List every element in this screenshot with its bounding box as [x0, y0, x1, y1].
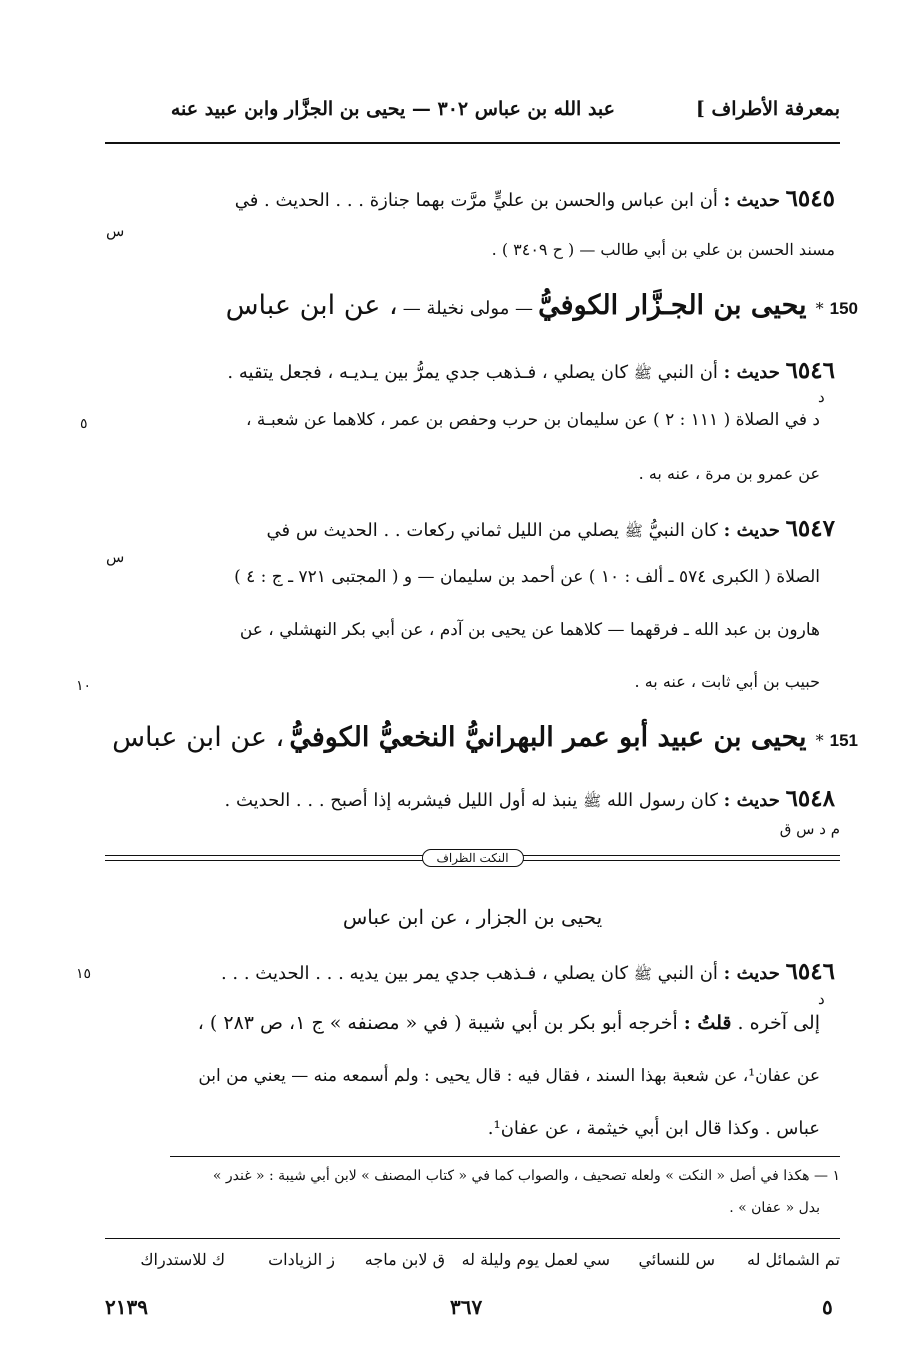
hadith-number: ٦٥٤٨ [785, 785, 835, 812]
hadith-6547-line-2: الصلاة ( الكبرى ٥٧٤ ـ ألف : ١٠ ) عن أحمد بن سليمان — و ( المجتبى ٧٢١ ـ ج : ٤ ) [234, 567, 820, 587]
narrator-source: ، عن ابن عباس [112, 722, 285, 753]
abbr-item: ق لابن ماجه [364, 1250, 445, 1269]
narrator-number: 150 [829, 299, 858, 318]
narrator-150-heading [226, 290, 858, 321]
hadith-keyword: حديث : [723, 190, 780, 211]
salawat-symbol: ﷺ [624, 522, 643, 540]
nukat-text: أخرجه أبو بكر بن أبي شيبة ( في « مصنفه » ج ١، ص ٢٨٣ ) ، [197, 1012, 678, 1034]
hadith-text: أن ابن عباس والحسن بن عليٍّ مرَّت بهما جنازة . . . الحديث . في [234, 190, 718, 211]
header-rule [105, 142, 840, 144]
nukat-line-4: عباس . وكذا قال ابن أبي خيثمة ، عن عفان¹. [487, 1118, 820, 1139]
hadith-6547-line-1 [267, 515, 836, 544]
nukat-text: إلى آخره . [737, 1012, 820, 1034]
abbr-item: ك للاستدراك [140, 1250, 225, 1269]
header-title: بمعرفة الأطراف ] [695, 98, 840, 120]
hadith-6545-sigla: س [106, 222, 125, 240]
hadith-number: ٦٥٤٦ [785, 958, 835, 985]
hadith-6545-line-1 [235, 185, 835, 212]
hadith-keyword: حديث : [723, 362, 780, 383]
running-header [105, 98, 840, 138]
nukat-line-1 [221, 958, 835, 987]
header-subtitle: عبد الله بن عباس ٣٠٢ — يحيى بن الجزَّار وابن عبيد عنه [170, 98, 615, 120]
narrator-name: يحيى بن عبيد أبو عمر البهرانيُّ النخعيُّ الكوفيُّ [289, 722, 807, 753]
narrator-source: ، عن ابن عباس [225, 290, 398, 321]
hadith-6548-line-1 [225, 785, 835, 814]
abbreviations-key [105, 1250, 840, 1276]
section-heading: يحيى بن الجزار ، عن ابن عباس [342, 905, 603, 929]
margin-line-number: ١٥ [76, 966, 92, 982]
margin-line-number: ١٠ [76, 678, 92, 694]
hadith-6546-sigla: د [818, 388, 825, 406]
star-icon: * [815, 299, 824, 318]
footnote-rule [170, 1156, 840, 1157]
hadith-6546-line-2: د في الصلاة ( ١١١ : ٢ ) عن سليمان بن حرب وحفص بن عمر ، كلاهما عن شعبـة ، [245, 410, 820, 430]
hadith-text: كان رسول الله [606, 790, 718, 811]
hadith-6547-line-4: حبيب بن أبي ثابت ، عنه به . [634, 672, 820, 691]
abbr-item: تم الشمائل له [746, 1250, 840, 1269]
narrator-note: — مولى نخيلة — [402, 298, 534, 319]
qult-keyword: قلتُ : [683, 1012, 732, 1034]
footer-total-number: ٢١٣٩ [105, 1295, 148, 1319]
nukat-sigla: د [818, 990, 825, 1008]
margin-line-number: ٥ [80, 416, 88, 432]
hadith-text: يصلي من الليل ثماني ركعات . . الحديث س في [266, 520, 619, 541]
hadith-text: كان يصلي ، فـذهب جدي يمر بين يديه . . . الحديث . . . [220, 963, 629, 984]
hadith-number: ٦٥٤٥ [785, 185, 835, 212]
hadith-6547-sigla: س [106, 548, 125, 566]
hadith-text: أن النبي [657, 963, 718, 984]
hadith-text: ينبذ له أول الليل فيشربه إذا أصبح . . . الحديث . [224, 790, 578, 811]
abbr-item: سي لعمل يوم وليلة له [461, 1250, 610, 1269]
salawat-symbol: ﷺ [633, 965, 652, 983]
abbreviations-rule [105, 1238, 840, 1239]
hadith-6548-sigla: م د س ق [779, 820, 840, 838]
hadith-keyword: حديث : [723, 963, 780, 984]
hadith-keyword: حديث : [723, 520, 780, 541]
nukat-line-3: عن عفان¹، عن شعبة بهذا السند ، فقال فيه : قال يحيى : ولم أسمعه منه — يعني من ابن [198, 1066, 820, 1086]
nukat-line-2 [198, 1012, 820, 1034]
hadith-number: ٦٥٤٧ [785, 515, 835, 542]
hadith-6546-line-1 [227, 357, 835, 386]
footnote-line-1: ١ — هكذا في أصل « النكت » ولعله تصحيف ، والصواب كما في « كتاب المصنف » لابن أبي شيبة : « غندر » [212, 1168, 840, 1184]
narrator-number: 151 [829, 731, 858, 750]
abbr-item: س للنسائي [638, 1250, 715, 1269]
hadith-keyword: حديث : [723, 790, 780, 811]
hadith-6547-line-3: هارون بن عبد الله ـ فرقهما — كلاهما عن يحيى بن آدم ، عن أبي بكر النهشلي ، عن [239, 620, 820, 640]
star-icon: * [815, 731, 824, 750]
volume-number: ٥ [822, 1295, 833, 1319]
hadith-text: أن النبي [657, 362, 718, 383]
narrator-name: يحيى بن الجـزَّار الكوفيُّ [538, 290, 807, 321]
section-ornament [105, 848, 840, 870]
hadith-6546-line-3: عن عمرو بن مرة ، عنه به . [638, 464, 820, 483]
hadith-text: كان النبيُّ [648, 520, 718, 541]
hadith-6545-line-2: مسند الحسن بن علي بن أبي طالب — ( ح ٣٤٠٩ ) . [491, 240, 835, 259]
ornament-label: النكت الظراف [421, 849, 523, 867]
narrator-151-heading [112, 722, 858, 753]
salawat-symbol: ﷺ [583, 792, 602, 810]
footnote-line-2: بدل « عفان » . [729, 1200, 820, 1216]
abbr-item: ز الزيادات [268, 1250, 335, 1269]
page-number: ٣٦٧ [450, 1295, 483, 1319]
salawat-symbol: ﷺ [633, 364, 652, 382]
hadith-text: كان يصلي ، فـذهب جدي يمرُّ بين يـديـه ، فجعل يتقيه . [227, 362, 629, 383]
hadith-number: ٦٥٤٦ [785, 357, 835, 384]
